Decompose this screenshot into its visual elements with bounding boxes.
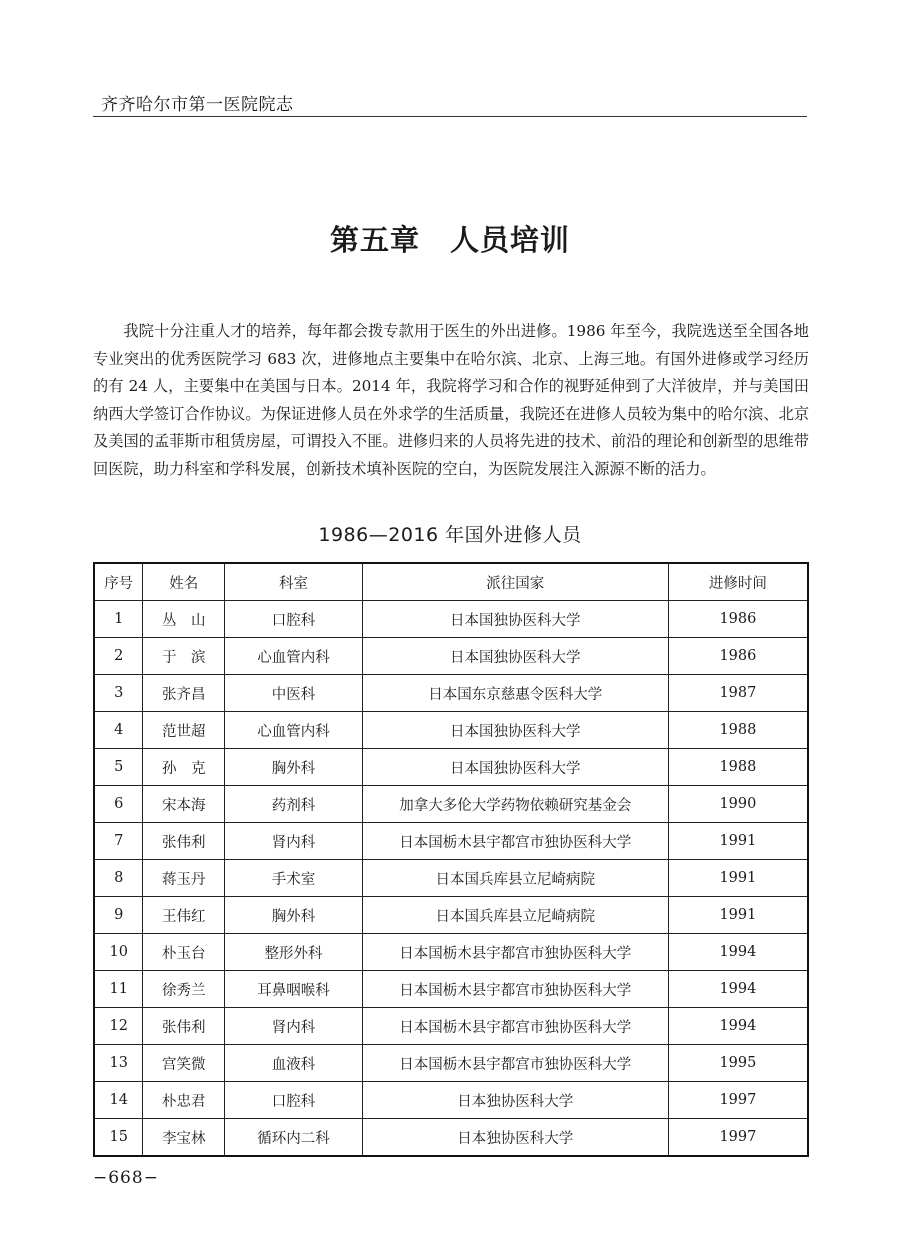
cell-name: 朴忠君	[143, 1082, 225, 1119]
cell-name: 于 滨	[143, 638, 225, 675]
cell-year: 1997	[668, 1082, 808, 1119]
intro-paragraph: 我院十分注重人才的培养，每年都会拨专款用于医生的外出进修。1986 年至今，我院选送至全国各地专业突出的优秀医院学习 683 次，进修地点主要集中在哈尔滨、北京、上海三地。有国外进修或学习经历的有 24 人，主要集中在美国与日本。2014 年，我院将学习和合作的视野延伸到了大洋彼岸，并与美国田纳西大学签订合作协议。为保证进修人员在外求学的生活质量，我院还在进修人员较为集中的哈尔滨、北京及美国的孟菲斯市租赁房屋，可谓投入不匪。进修归来的人员将先进的技术、前沿的理论和创新型的思维带回医院，助力科室和学科发展，创新技术填补医院的空白，为医院发展注入源源不断的活力。	[93, 322, 809, 478]
cell-name: 范世超	[143, 712, 225, 749]
cell-index: 5	[94, 749, 143, 786]
cell-index: 12	[94, 1008, 143, 1045]
cell-name: 李宝林	[143, 1119, 225, 1157]
cell-department: 胸外科	[225, 897, 363, 934]
cell-department: 血液科	[225, 1045, 363, 1082]
cell-destination: 日本国独协医科大学	[362, 601, 668, 638]
cell-year: 1986	[668, 601, 808, 638]
table-title: 1986—2016 年国外进修人员	[318, 524, 582, 546]
cell-index: 6	[94, 786, 143, 823]
cell-name: 朴玉台	[143, 934, 225, 971]
cell-destination: 日本国栃木县宇都宫市独协医科大学	[362, 823, 668, 860]
cell-year: 1997	[668, 1119, 808, 1157]
cell-department: 中医科	[225, 675, 363, 712]
cell-name: 孙 克	[143, 749, 225, 786]
table-row	[94, 712, 808, 749]
table-row	[94, 1008, 808, 1045]
cell-index: 11	[94, 971, 143, 1008]
running-header-title: 齐齐哈尔市第一医院院志	[101, 95, 294, 115]
cell-year: 1994	[668, 934, 808, 971]
cell-name: 张伟利	[143, 1008, 225, 1045]
cell-destination: 日本国栃木县宇都宫市独协医科大学	[362, 971, 668, 1008]
cell-name: 张齐昌	[143, 675, 225, 712]
table-row	[94, 749, 808, 786]
chapter-name: 人员培训	[450, 223, 571, 257]
header-destination: 派往国家	[362, 563, 668, 601]
header-name: 姓名	[143, 563, 225, 601]
cell-name: 宫笑微	[143, 1045, 225, 1082]
cell-index: 4	[94, 712, 143, 749]
cell-year: 1988	[668, 712, 808, 749]
cell-department: 整形外科	[225, 934, 363, 971]
cell-year: 1988	[668, 749, 808, 786]
cell-name: 蒋玉丹	[143, 860, 225, 897]
cell-year: 1994	[668, 1008, 808, 1045]
cell-destination: 日本独协医科大学	[362, 1082, 668, 1119]
cell-year: 1987	[668, 675, 808, 712]
cell-index: 10	[94, 934, 143, 971]
intro-text	[93, 318, 809, 484]
cell-year: 1991	[668, 823, 808, 860]
cell-department: 心血管内科	[225, 712, 363, 749]
cell-name: 徐秀兰	[143, 971, 225, 1008]
cell-destination: 日本国栃木县宇都宫市独协医科大学	[362, 1008, 668, 1045]
cell-department: 手术室	[225, 860, 363, 897]
cell-department: 口腔科	[225, 601, 363, 638]
training-roster-table	[93, 562, 809, 1157]
cell-index: 8	[94, 860, 143, 897]
table-row	[94, 638, 808, 675]
table-row	[94, 1119, 808, 1157]
cell-year: 1991	[668, 897, 808, 934]
header-index: 序号	[94, 563, 143, 601]
cell-index: 7	[94, 823, 143, 860]
cell-department: 循环内二科	[225, 1119, 363, 1157]
cell-index: 3	[94, 675, 143, 712]
cell-year: 1986	[668, 638, 808, 675]
cell-destination: 日本国独协医科大学	[362, 712, 668, 749]
table-row	[94, 971, 808, 1008]
cell-destination: 日本独协医科大学	[362, 1119, 668, 1157]
cell-department: 肾内科	[225, 1008, 363, 1045]
cell-destination: 日本国独协医科大学	[362, 638, 668, 675]
running-header	[93, 88, 807, 117]
cell-destination: 日本国兵库县立尼崎病院	[362, 860, 668, 897]
cell-destination: 日本国栃木县宇都宫市独协医科大学	[362, 934, 668, 971]
table-body	[94, 601, 808, 1157]
table-row	[94, 897, 808, 934]
cell-destination: 加拿大多伦大学药物依赖研究基金会	[362, 786, 668, 823]
cell-index: 2	[94, 638, 143, 675]
cell-name: 王伟红	[143, 897, 225, 934]
header-year: 进修时间	[668, 563, 808, 601]
cell-name: 丛 山	[143, 601, 225, 638]
table-row	[94, 786, 808, 823]
cell-name: 宋本海	[143, 786, 225, 823]
cell-destination: 日本国独协医科大学	[362, 749, 668, 786]
header-department: 科室	[225, 563, 363, 601]
cell-name: 张伟利	[143, 823, 225, 860]
cell-destination: 日本国东京慈惠令医科大学	[362, 675, 668, 712]
cell-index: 13	[94, 1045, 143, 1082]
table-row	[94, 601, 808, 638]
cell-destination: 日本国兵库县立尼崎病院	[362, 897, 668, 934]
cell-year: 1994	[668, 971, 808, 1008]
cell-index: 1	[94, 601, 143, 638]
cell-department: 药剂科	[225, 786, 363, 823]
table-row	[94, 860, 808, 897]
table-row	[94, 934, 808, 971]
cell-year: 1990	[668, 786, 808, 823]
cell-index: 14	[94, 1082, 143, 1119]
cell-department: 口腔科	[225, 1082, 363, 1119]
table-row	[94, 675, 808, 712]
table-header-row	[94, 563, 808, 601]
table-row	[94, 1082, 808, 1119]
cell-department: 胸外科	[225, 749, 363, 786]
chapter-title	[0, 218, 900, 259]
cell-destination: 日本国栃木县宇都宫市独协医科大学	[362, 1045, 668, 1082]
chapter-number: 第五章	[329, 223, 420, 257]
cell-department: 耳鼻咽喉科	[225, 971, 363, 1008]
cell-year: 1991	[668, 860, 808, 897]
page-number: −668−	[93, 1168, 159, 1188]
cell-year: 1995	[668, 1045, 808, 1082]
table-row	[94, 1045, 808, 1082]
cell-index: 15	[94, 1119, 143, 1157]
cell-department: 肾内科	[225, 823, 363, 860]
table-row	[94, 823, 808, 860]
cell-department: 心血管内科	[225, 638, 363, 675]
cell-index: 9	[94, 897, 143, 934]
